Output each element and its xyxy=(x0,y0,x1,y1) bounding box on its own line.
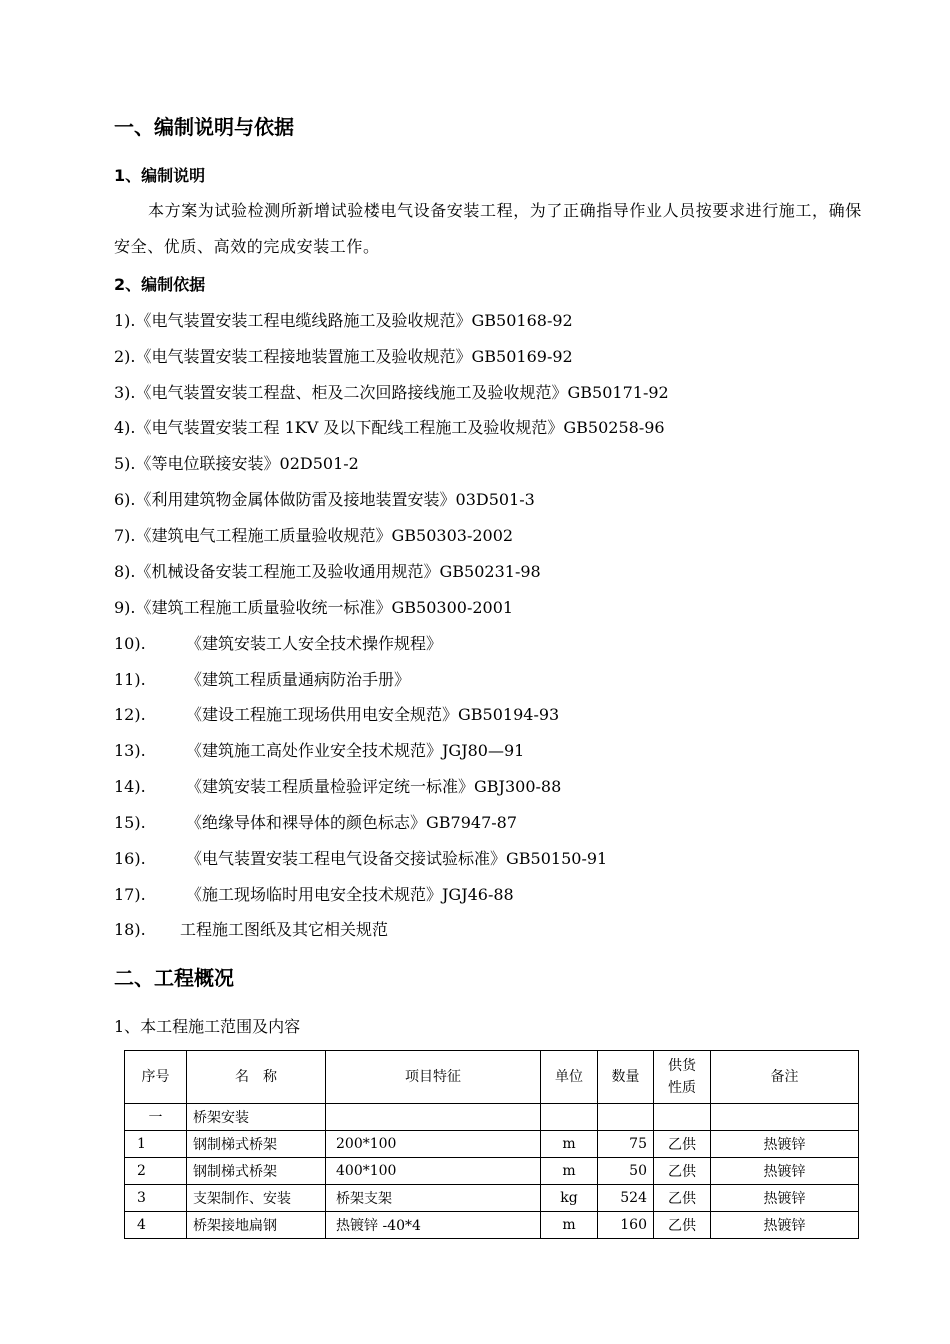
reference-item: 7).《建筑电气工程施工质量验收规范》GB50303-2002 xyxy=(114,526,514,545)
cell-unit: m xyxy=(541,1212,598,1239)
cell-unit: kg xyxy=(541,1185,598,1212)
reference-item: 3).《电气装置安装工程盘、柜及二次回路接线施工及验收规范》GB50171-92 xyxy=(114,383,669,402)
group-no: 一 xyxy=(125,1104,187,1131)
table-row xyxy=(125,1158,859,1185)
table-row xyxy=(125,1185,859,1212)
reference-item: 16). 《电气装置安装工程电气设备交接试验标准》GB50150-91 xyxy=(114,849,608,868)
reference-item: 5).《等电位联接安装》02D501-2 xyxy=(114,454,359,473)
cell-note: 热镀锌 xyxy=(711,1131,859,1158)
reference-item: 11). 《建筑工程质量通病防治手册》 xyxy=(114,670,411,689)
cell-supply: 乙供 xyxy=(654,1131,711,1158)
cell-no: 3 xyxy=(125,1185,187,1212)
cell-spec: 400*100 xyxy=(326,1158,541,1185)
cell-note: 热镀锌 xyxy=(711,1212,859,1239)
reference-item: 14). 《建筑安装工程质量检验评定统一标准》GBJ300-88 xyxy=(114,777,562,796)
reference-item: 12). 《建设工程施工现场供用电安全规范》GB50194-93 xyxy=(114,705,560,724)
cell-supply: 乙供 xyxy=(654,1185,711,1212)
cell-name: 钢制梯式桥架 xyxy=(187,1158,326,1185)
table-row xyxy=(125,1212,859,1239)
cell-unit: m xyxy=(541,1158,598,1185)
cell-no: 1 xyxy=(125,1131,187,1158)
header-qty: 数量 xyxy=(598,1051,654,1104)
reference-item: 13). 《建筑施工高处作业安全技术规范》JGJ80—91 xyxy=(114,741,525,760)
cell-supply: 乙供 xyxy=(654,1158,711,1185)
table-row xyxy=(125,1131,859,1158)
cell-note: 热镀锌 xyxy=(711,1185,859,1212)
cell-name: 支架制作、安装 xyxy=(187,1185,326,1212)
cell-name: 桥架接地扁钢 xyxy=(187,1212,326,1239)
cell-spec: 桥架支架 xyxy=(326,1185,541,1212)
reference-item: 4).《电气装置安装工程 1KV 及以下配线工程施工及验收规范》GB50258-96 xyxy=(114,418,665,437)
header-supply: 供货性质 xyxy=(654,1051,711,1104)
section2-sub1-title: 1、本工程施工范围及内容 xyxy=(114,1017,301,1036)
reference-item: 2).《电气装置安装工程接地装置施工及验收规范》GB50169-92 xyxy=(114,347,573,366)
header-spec: 项目特征 xyxy=(326,1051,541,1104)
header-no: 序号 xyxy=(125,1051,187,1104)
reference-item: 6).《利用建筑物金属体做防雷及接地装置安装》03D501-3 xyxy=(114,490,535,509)
section1-sub1-title: 1、编制说明 xyxy=(114,166,206,185)
section1-sub1-paragraph: 本方案为试验检测所新增试验楼电气设备安装工程，为了正确指导作业人员按要求进行施工，确保安全、优质、高效的完成安装工作。 xyxy=(114,201,862,256)
header-note: 备注 xyxy=(711,1051,859,1104)
cell-qty: 75 xyxy=(598,1131,654,1158)
reference-item: 8).《机械设备安装工程施工及验收通用规范》GB50231-98 xyxy=(114,562,541,581)
section1-sub2-title: 2、编制依据 xyxy=(114,275,206,294)
header-unit: 单位 xyxy=(541,1051,598,1104)
cell-qty: 50 xyxy=(598,1158,654,1185)
cell-supply: 乙供 xyxy=(654,1212,711,1239)
cell-no: 4 xyxy=(125,1212,187,1239)
cell-unit: m xyxy=(541,1131,598,1158)
cell-qty: 160 xyxy=(598,1212,654,1239)
cell-note: 热镀锌 xyxy=(711,1158,859,1185)
section2-title: 二、工程概况 xyxy=(114,966,234,990)
cell-spec: 热镀锌 -40*4 xyxy=(326,1212,541,1239)
scope-table xyxy=(124,1050,859,1239)
reference-item: 17). 《施工现场临时用电安全技术规范》JGJ46-88 xyxy=(114,885,514,904)
cell-qty: 524 xyxy=(598,1185,654,1212)
cell-no: 2 xyxy=(125,1158,187,1185)
reference-item: 15). 《绝缘导体和裸导体的颜色标志》GB7947-87 xyxy=(114,813,518,832)
reference-item: 10). 《建筑安装工人安全技术操作规程》 xyxy=(114,634,443,653)
section1-title: 一、编制说明与依据 xyxy=(114,115,294,139)
reference-item: 9).《建筑工程施工质量验收统一标准》GB50300-2001 xyxy=(114,598,514,617)
reference-item: 18). 工程施工图纸及其它相关规范 xyxy=(114,920,389,939)
cell-spec: 200*100 xyxy=(326,1131,541,1158)
header-name: 名 称 xyxy=(187,1051,326,1104)
cell-name: 钢制梯式桥架 xyxy=(187,1131,326,1158)
group-name: 桥架安装 xyxy=(187,1104,326,1131)
table-group-row xyxy=(125,1104,859,1131)
reference-item: 1).《电气装置安装工程电缆线路施工及验收规范》GB50168-92 xyxy=(114,311,573,330)
table-header-row xyxy=(125,1051,859,1104)
